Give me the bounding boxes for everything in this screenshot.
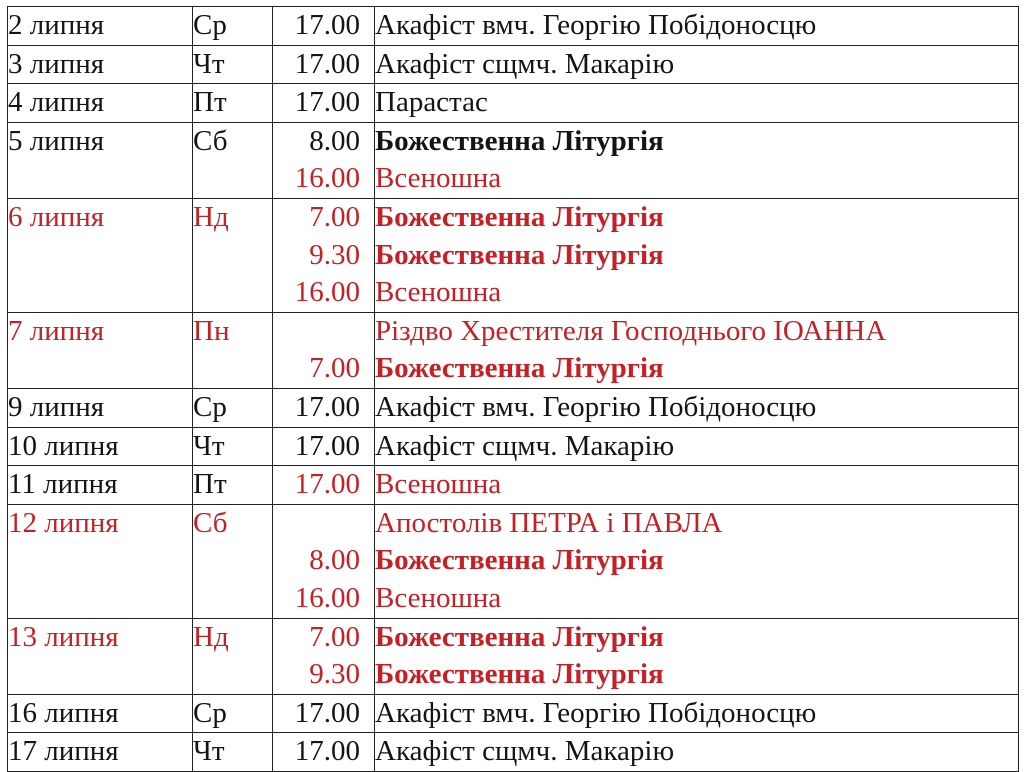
event-cell [375,733,1019,772]
schedule-row [8,122,1019,198]
event-cell [375,45,1019,84]
service-time: 16.00 [294,581,360,614]
service-time: 16.00 [294,276,360,309]
service-time: 17.00 [294,47,360,80]
service-name: Всеношна [375,162,502,195]
schedule-row [8,388,1019,427]
service-name: Акафіст вмч. Георгію Побідоносцю [375,696,817,729]
event-cell [375,198,1019,312]
date-cell [8,84,193,123]
time-cell [273,388,375,427]
weekday-cell [193,7,273,46]
weekday-cell [193,504,273,618]
service-time: 7.00 [309,620,360,653]
schedule-row [8,7,1019,46]
service-name: Божественна Літургія [375,200,664,233]
event-cell [375,84,1019,123]
weekday-label: Нд [193,200,229,233]
time-cell [273,312,375,388]
date-cell [8,312,193,388]
date-label: 16 липня [8,696,119,729]
weekday-cell [193,84,273,123]
schedule-table [7,6,1019,772]
event-cell [375,122,1019,198]
date-label: 10 липня [8,429,119,462]
weekday-label: Чт [193,429,225,462]
date-cell [8,427,193,466]
time-cell [273,45,375,84]
time-cell [273,694,375,733]
weekday-cell [193,618,273,694]
date-cell [8,45,193,84]
schedule-row [8,733,1019,772]
schedule-row [8,84,1019,123]
date-cell [8,618,193,694]
event-cell [375,694,1019,733]
weekday-label: Чт [193,735,225,768]
service-name: Різдво Хрестителя Господнього ІОАННА [375,314,887,347]
service-name: Всеношна [375,468,502,501]
service-name: Божественна Літургія [375,544,664,577]
schedule-row [8,427,1019,466]
service-time: 17.00 [294,696,360,729]
service-name: Акафіст сщмч. Макарію [375,429,675,462]
service-time [273,505,374,543]
date-label: 5 липня [8,124,105,157]
date-label: 17 липня [8,735,119,768]
date-label: 7 липня [8,314,105,347]
date-cell [8,7,193,46]
service-name: Божественна Літургія [375,352,664,385]
schedule-row [8,45,1019,84]
date-label: 6 липня [8,200,105,233]
weekday-label: Ср [193,390,227,423]
time-cell [273,7,375,46]
weekday-cell [193,122,273,198]
weekday-cell [193,198,273,312]
weekday-cell [193,312,273,388]
weekday-label: Сб [193,124,228,157]
service-time: 8.00 [309,124,360,157]
weekday-label: Чт [193,47,225,80]
weekday-cell [193,694,273,733]
service-name: Акафіст вмч. Георгію Побідоносцю [375,9,817,41]
service-name: Божественна Літургія [375,658,664,691]
time-cell [273,618,375,694]
time-cell [273,122,375,198]
service-time: 17.00 [294,390,360,423]
time-cell [273,504,375,618]
date-label: 12 липня [8,506,119,539]
service-name: Парастас [375,86,488,119]
weekday-cell [193,427,273,466]
date-cell [8,466,193,505]
service-time: 17.00 [294,9,360,41]
service-time: 17.00 [294,735,360,768]
date-cell [8,733,193,772]
service-time: 16.00 [294,162,360,195]
date-label: 4 липня [8,86,105,119]
date-label: 11 липня [8,468,118,501]
event-cell [375,618,1019,694]
weekday-label: Нд [193,620,229,653]
date-label: 9 липня [8,390,105,423]
date-cell [8,198,193,312]
service-name: Акафіст вмч. Георгію Побідоносцю [375,390,817,423]
service-name: Божественна Літургія [375,238,664,271]
weekday-cell [193,733,273,772]
service-time: 7.00 [309,200,360,233]
weekday-cell [193,466,273,505]
schedule-row [8,312,1019,388]
service-time: 7.00 [309,352,360,385]
weekday-label: Пт [193,86,227,119]
service-name: Акафіст сщмч. Макарію [375,735,675,768]
date-label: 3 липня [8,47,105,80]
weekday-label: Пт [193,468,227,501]
time-cell [273,466,375,505]
date-cell [8,122,193,198]
date-cell [8,694,193,733]
service-time: 17.00 [294,429,360,462]
time-cell [273,733,375,772]
service-time [273,313,374,351]
service-name: Всеношна [375,581,502,614]
schedule-row [8,618,1019,694]
schedule-body [8,7,1019,772]
service-time: 9.30 [309,238,360,271]
event-cell [375,466,1019,505]
event-cell [375,427,1019,466]
schedule-row [8,198,1019,312]
time-cell [273,427,375,466]
date-label: 2 липня [8,9,105,41]
weekday-cell [193,45,273,84]
weekday-label: Пн [193,314,230,347]
service-name: Божественна Літургія [375,124,664,157]
weekday-cell [193,388,273,427]
date-label: 13 липня [8,620,119,653]
weekday-label: Ср [193,9,227,41]
event-cell [375,504,1019,618]
event-cell [375,7,1019,46]
service-name: Всеношна [375,276,502,309]
time-cell [273,84,375,123]
service-time: 17.00 [294,468,360,501]
schedule-row [8,466,1019,505]
date-cell [8,504,193,618]
weekday-label: Ср [193,696,227,729]
schedule-row [8,504,1019,618]
service-name: Акафіст сщмч. Макарію [375,47,675,80]
service-time: 17.00 [294,86,360,119]
date-cell [8,388,193,427]
service-name: Божественна Літургія [375,620,664,653]
service-time: 9.30 [309,658,360,691]
service-time: 8.00 [309,544,360,577]
time-cell [273,198,375,312]
weekday-label: Сб [193,506,228,539]
schedule-row [8,694,1019,733]
event-cell [375,312,1019,388]
service-name: Апостолів ПЕТРА і ПАВЛА [375,506,723,539]
event-cell [375,388,1019,427]
